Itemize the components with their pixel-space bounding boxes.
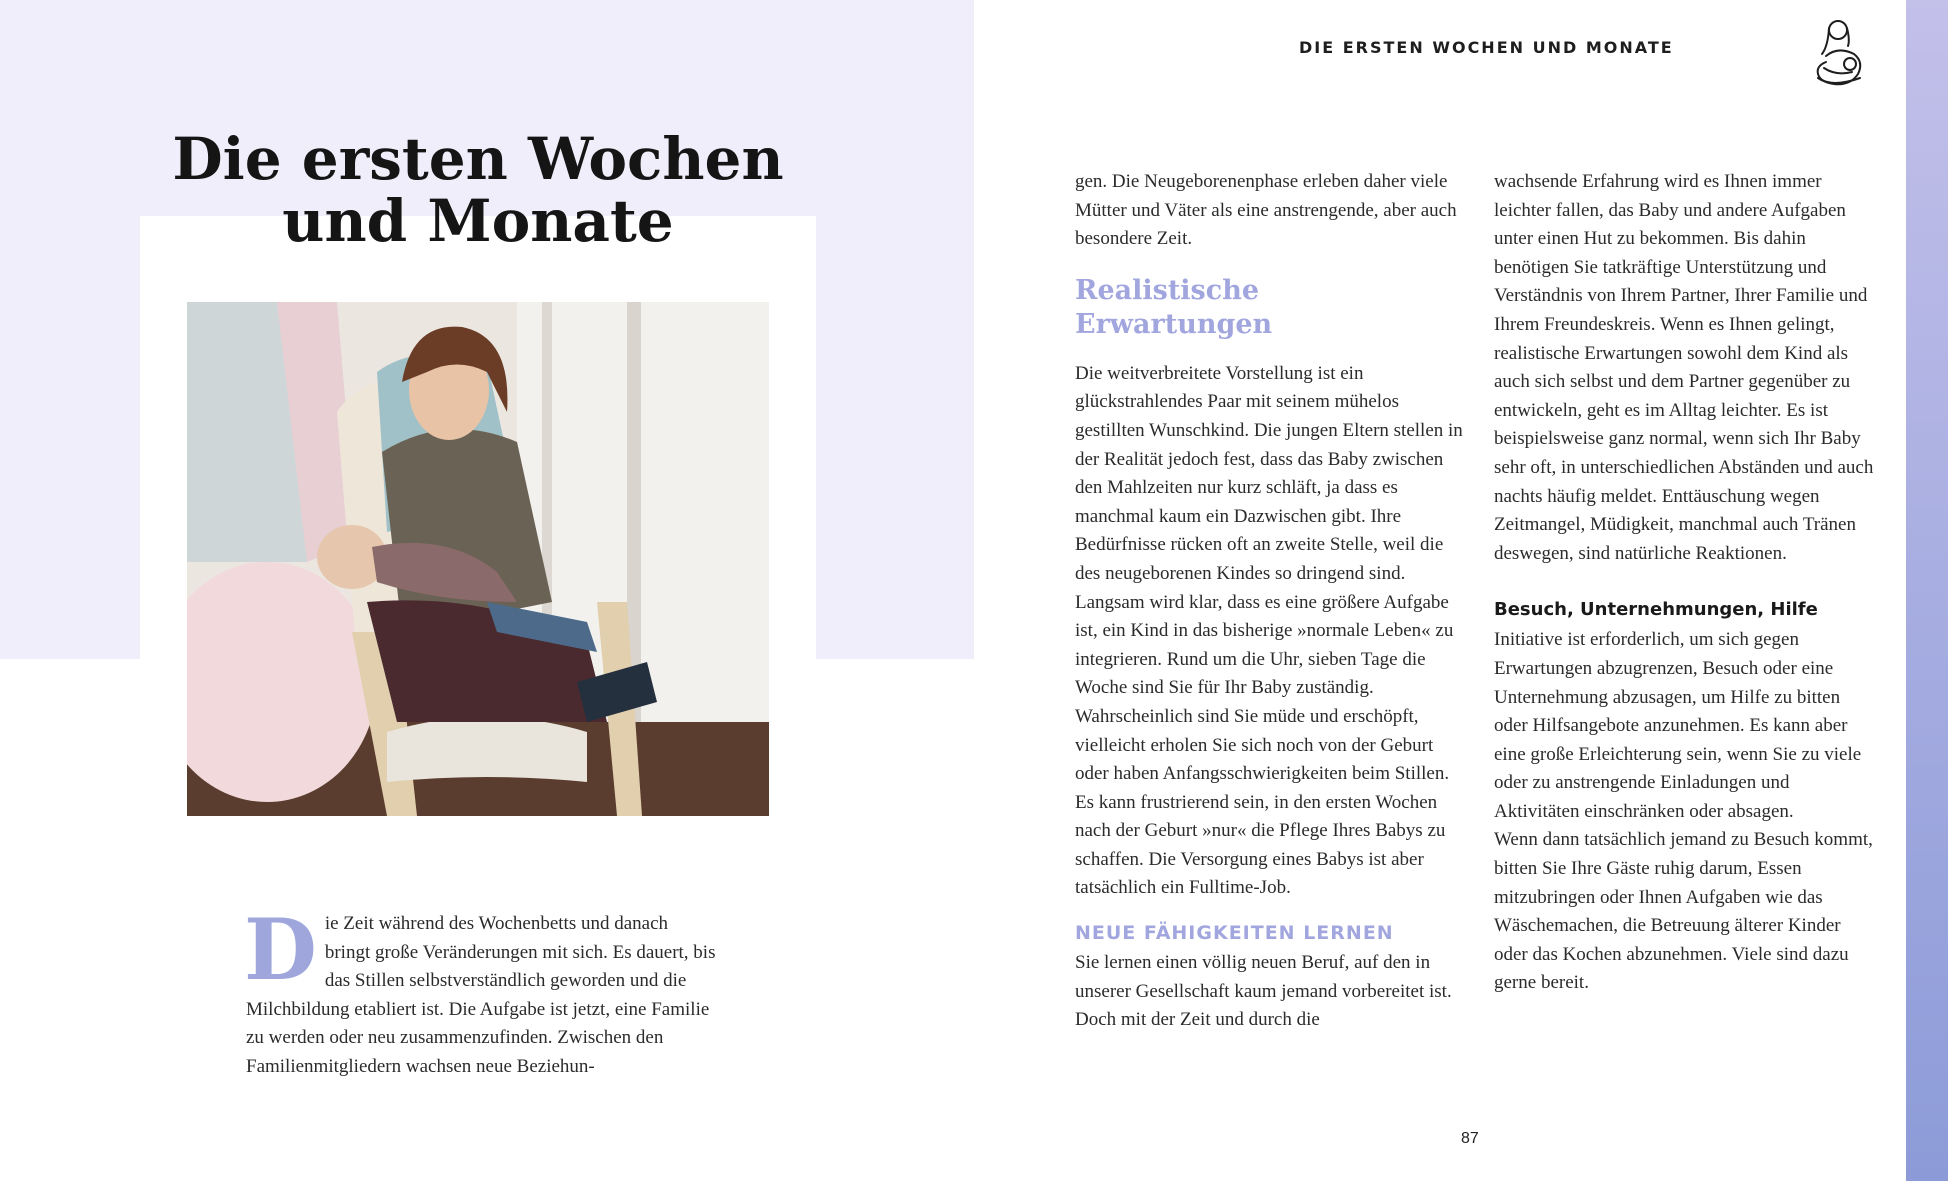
intro-paragraph [244,900,716,1082]
col1-paragraph-2: Die weitverbreitete Vorstellung ist ein glückstrahlendes Paar mit seinem mühelos gestillten Wunschkind. Die jungen Eltern stellen in der Realität jedoch fest, dass das Baby zwischen den Mahlzeiten nur kurz schläft, ja dass es manchmal kaum ein Dazwischen gibt. Ihre Bedürfnisse rücken oft an zweite Stelle, weil die des neugeborenen Kindes so dringend sind. [1075,362,1463,584]
mother-breastfeeding-photo [187,302,769,816]
right-edge-color-strip [1906,0,1948,1181]
breastfeeding-mother-icon [1812,16,1868,92]
chapter-title-line2: und Monate [282,187,674,255]
col2-paragraph-3: Wenn dann tatsächlich jemand zu Besuch kommt, bitten Sie Ihre Gäste ruhig darum, Essen mitzubringen oder Ihnen Aufgaben wie das Wäschemachen, die Betreuung älterer Kinder oder das Kochen abzunehmen. Viele sind dazu gerne bereit. [1494,829,1873,994]
right-page-column-2 [1494,168,1878,998]
right-page-column-1 [1075,168,1463,1035]
col1-paragraph-3: Langsam wird klar, dass es eine größere Aufgabe ist, ein Kind in das bisherige »normale Leben« zu integrieren. Rund um die Uhr, sieben Tage die Woche sind Sie für Ihr Baby zuständig. Wahrscheinlich sind Sie müde und erschöpft, vielleicht erholen Sie sich noch von der Geburt oder haben Anfangsschwierigkeiten beim Stillen. Es kann frustrierend sein, in den ersten Wochen nach der Geburt »nur« die Pflege Ihres Babys zu schaffen. Die Versorgung eines Babys ist aber tatsächlich ein Fulltime-Job. [1075,591,1454,899]
col2-paragraph-1: wachsende Erfahrung wird es Ihnen immer leichter fallen, das Baby und andere Aufgaben unter einen Hut zu bekommen. Bis dahin benötigen Sie tatkräftige Unterstützung und Verständnis von Ihrem Partner, Ihrer Familie und Ihrem Freundeskreis. Wenn es Ihnen gelingt, realistische Erwartungen sowohl dem Kind als auch sich selbst und dem Partner gegenüber zu entwickeln, geht es im Alltag leichter. Es ist beispielsweise ganz normal, wenn sich Ihr Baby sehr oft, in unterschiedlichen Abständen und auch nachts häufig meldet. Enttäuschung wegen Zeitmangel, Müdigkeit, manchmal auch Tränen deswegen, sind natürliche Reaktionen. [1494,171,1874,564]
chapter-title-line1: Die ersten Wochen [172,125,784,193]
page-number: 87 [1461,1130,1479,1147]
col2-paragraph-2: Initiative ist erforderlich, um sich gegen Erwartungen abzugrenzen, Besuch oder eine Unternehmung abzusagen, um Hilfe zu bitten oder Hilfsangebote anzunehmen. Es kann aber eine große Erleichterung sein, wenn Sie zu viele oder zu anstrengende Einladungen und Aktivitäten einschränken oder absagen. [1494,629,1862,822]
subheading-visits-help: Besuch, Unternehmungen, Hilfe [1494,599,1818,621]
section-heading-realistic-expectations: Realistische Erwartungen [1075,274,1273,340]
subheading-new-skills: NEUE FÄHIGKEITEN LERNEN [1075,922,1394,945]
intro-dropcap: D [244,900,317,999]
chapter-title [140,125,816,255]
intro-text: ie Zeit während des Wochenbetts und danach bringt große Veränderungen mit sich. Es dauert, bis das Stillen selbstverständlich geworden und die Milchbildung etabliert ist. Die Aufgabe ist jetzt, eine Familie zu werden oder neu zusammenzufinden. Zwischen den Familienmitgliedern wachsen neue Beziehun- [246,913,716,1077]
col1-paragraph-4: Sie lernen einen völlig neuen Beruf, auf den in unserer Gesellschaft kaum jemand vorbereitet ist. Doch mit der Zeit und durch die [1075,952,1452,1031]
running-header-title: DIE ERSTEN WOCHEN UND MONATE [1299,38,1674,57]
photo-illustration [187,302,769,816]
col1-paragraph-1: gen. Die Neugeborenenphase erleben daher viele Mütter und Väter als eine anstrengende, aber auch besondere Zeit. [1075,171,1457,250]
